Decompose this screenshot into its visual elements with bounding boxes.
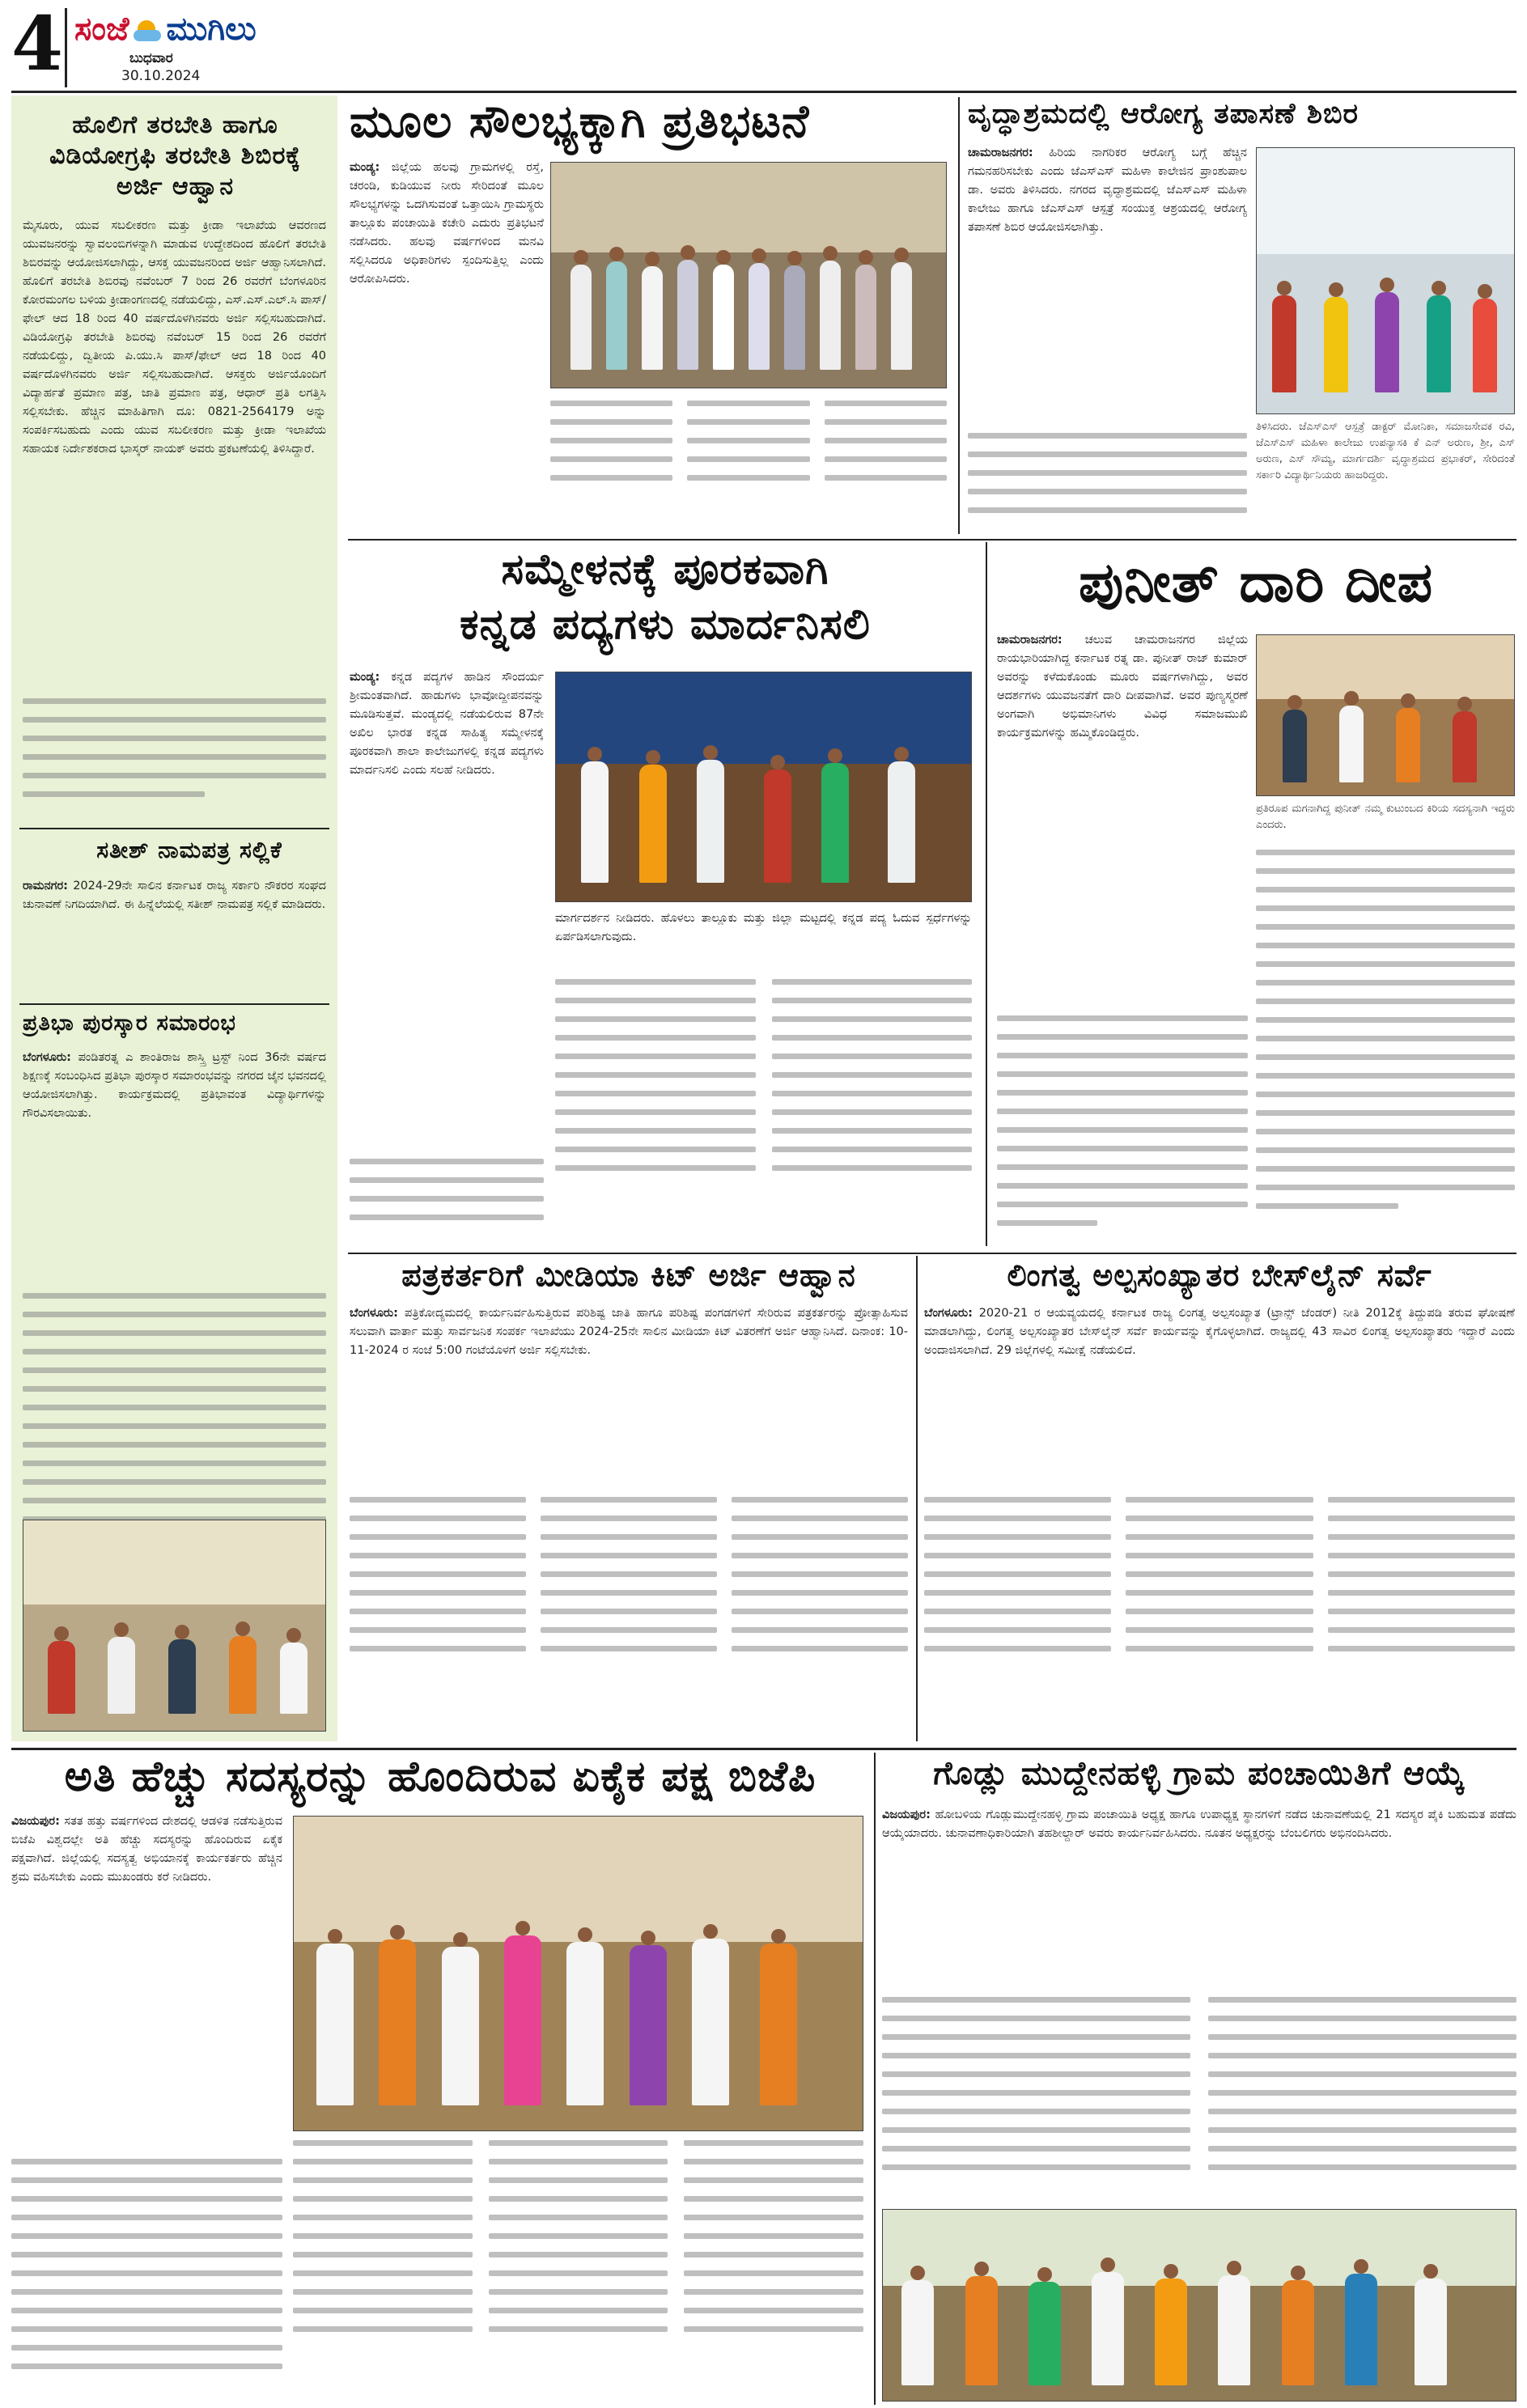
bjp-dateline: ವಿಜಯಪುರ: [11,1815,60,1828]
protest-text: ಜಿಲ್ಲೆಯ ಹಲವು ಗ್ರಾಮಗಳಲ್ಲಿ ರಸ್ತೆ, ಚರಂಡಿ, ಕುಡಿಯುವ ನೀರು ಸೇರಿದಂತೆ ಮೂಲ ಸೌಲಭ್ಯಗಳನ್ನು ಒದಗಿಸುವಂತೆ ಒತ್ತಾಯಿಸಿ ಗ್ರಾಮಸ್ಥರು ತಾಲ್ಲೂಕು ಪಂಚಾಯಿತಿ ಕಚೇರಿ ಎದುರು ಪ್ರತಿಭಟನೆ ನಡೆಸಿದರು. ಹಲವು ವರ್ಷಗಳಿಂದ ಮನವಿ ಸಲ್ಲಿಸಿದರೂ ಅಧಿಕಾರಿಗಳು ಸ್ಪಂದಿಸುತ್ತಿಲ್ಲ ಎಂದು ಆರೋಪಿಸಿದರು. [350,161,544,286]
row-rule-2 [348,1253,1516,1254]
poems-headline-line-1: ಸಮ್ಮೇಳನಕ್ಕೆ ಪೂರಕವಾಗಿ [501,545,829,594]
poems-body-continued-2 [350,1159,544,1246]
puneeth-photo [1256,634,1515,796]
protest-body-continued [550,401,947,534]
sidebar-headline-3: ಪ್ರತಿಭಾ ಪುರಸ್ಕಾರ ಸಮಾರಂಭ [23,1011,236,1036]
lingattva-headline: ಲಿಂಗತ್ವ ಅಲ್ಪಸಂಖ್ಯಾತರ ಬೇಸ್‌ಲೈನ್ ಸರ್ವೆ [1007,1257,1432,1293]
puneeth-text: ಚಲುವ ಚಾಮರಾಜನಗರ ಜಿಲ್ಲೆಯ ರಾಯಭಾರಿಯಾಗಿದ್ದ ಕರ್ನಾಟಕ ರತ್ನ ಡಾ. ಪುನೀತ್ ರಾಜ್ ಕುಮಾರ್ ಅವರನ್ನು ಕಳೆದುಕೊಂಡು ಮೂರು ವರ್ಷಗಳಾಗಿದ್ದು, ಅವರ ಆದರ್ಶಗಳು ಯುವಜನತೆಗೆ ದಾರಿ ದೀಪವಾಗಿವೆ. ಅವರ ಪುಣ್ಯಸ್ಮರಣೆ ಅಂಗವಾಗಿ ಅಭಿಮಾನಿಗಳು ವಿವಿಧ ಸಮಾಜಮುಖಿ ಕಾರ್ಯಕ್ರಮಗಳನ್ನು ಹಮ್ಮಿಕೊಂಡಿದ್ದರು. [997,634,1248,740]
godlu-headline: ಗೊಡ್ಲು ಮುದ್ದೇನಹಳ್ಳಿ ಗ್ರಾಮ ಪಂಚಾಯಿತಿಗೆ ಆಯ್ಕೆ [933,1755,1465,1792]
sidebar-divider-1 [19,828,329,829]
masthead-divider [65,8,67,87]
column-rule-3 [916,1256,918,1741]
puneeth-column-2-text [1256,850,1515,1246]
puneeth-headline: ಪುನೀತ್ ದಾರಿ ದೀಪ [1078,551,1434,615]
health-camp-body [968,144,1247,427]
godlu-text: ಹೋಬಳಿಯ ಗೊಡ್ಲುಮುದ್ದೇನಹಳ್ಳಿ ಗ್ರಾಮ ಪಂಚಾಯಿತಿ ಅಧ್ಯಕ್ಷ ಹಾಗೂ ಉಪಾಧ್ಯಕ್ಷ ಸ್ಥಾನಗಳಿಗೆ ನಡೆದ ಚುನಾವಣೆಯಲ್ಲಿ 21 ಸದಸ್ಯರ ಪೈಕಿ ಬಹುಮತ ಪಡೆದು ಆಯ್ಕೆಯಾದರು. ಚುನಾವಣಾಧಿಕಾರಿಯಾಗಿ ತಹಶೀಲ್ದಾರ್ ಅವರು ಕಾರ್ಯನಿರ್ವಹಿಸಿದರು. ನೂತನ ಅಧ್ಯಕ್ಷರನ್ನು ಬೆಂಬಲಿಗರು ಅಭಿನಂದಿಸಿದರು. [882,1808,1516,1840]
puneeth-body [997,631,1248,1011]
protest-dateline: ಮಂಡ್ಯ: [350,161,380,174]
poems-dateline: ಮಂಡ್ಯ: [350,671,380,684]
poems-body [350,668,544,1154]
sidebar-body-1-continued [23,698,326,828]
sun-cloud-icon [134,17,161,41]
puneeth-dateline: ಚಾಮರಾಜನಗರ: [997,634,1063,647]
sidebar-body-3 [23,1049,326,1291]
row-rule-1 [348,539,1516,541]
lingattva-body-continued [924,1497,1515,1741]
health-camp-photo [1256,147,1515,414]
protest-body [350,159,544,531]
bjp-body-continued [11,2159,282,2402]
sidebar-body-2 [23,877,326,998]
column-rule-2 [986,542,987,1246]
poems-headline-line-2: ಕನ್ನಡ ಪದ್ಯಗಳು ಮಾರ್ದನಿಸಲಿ [460,600,871,649]
lingattva-body [924,1304,1515,1490]
bjp-meeting-photo [293,1816,863,2131]
protest-headline: ಮೂಲ ಸೌಲಭ್ಯಕ್ಕಾಗಿ ಪ್ರತಿಭಟನೆ [350,95,810,148]
award-ceremony-photo [23,1520,326,1732]
poems-event-photo [555,672,972,902]
poems-text: ಕನ್ನಡ ಪದ್ಯಗಳ ಹಾಡಿನ ಸೌಂದರ್ಯ ಶ್ರೀಮಂತವಾಗಿದೆ. ಹಾಡುಗಳು ಭಾವೋದ್ದೀಪನವನ್ನು ಮೂಡಿಸುತ್ತವೆ. ಮಂಡ್ಯದಲ್ಲಿ ನಡೆಯಲಿರುವ 87ನೇ ಅಖಿಲ ಭಾರತ ಕನ್ನಡ ಸಾಹಿತ್ಯ ಸಮ್ಮೇಳನಕ್ಕೆ ಪೂರಕವಾಗಿ ಶಾಲಾ ಕಾಲೇಜುಗಳಲ್ಲಿ ಕನ್ನಡ ಪದ್ಯಗಳು ಮಾರ್ದನಿಸಲಿ ಎಂದು ಸಲಹೆ ನೀಡಿದರು. [350,671,544,777]
page-number: 4 [11,0,64,87]
column-rule-1 [958,97,960,534]
sidebar-divider-2 [19,1003,329,1005]
sidebar-text-2: 2024-29ನೇ ಸಾಲಿನ ಕರ್ನಾಟಕ ರಾಜ್ಯ ಸರ್ಕಾರಿ ನೌಕರರ ಸಂಘದ ಚುನಾವಣೆ ನಿಗದಿಯಾಗಿದೆ. ಈ ಹಿನ್ನೆಲೆಯಲ್ಲಿ ಸತೀಶ್ ನಾಮಪತ್ರ ಸಲ್ಲಿಕೆ ಮಾಡಿದರು. [23,880,326,911]
bjp-headline: ಅತಿ ಹೆಚ್ಚು ಸದಸ್ಯರನ್ನು ಹೊಂದಿರುವ ಏಕೈಕ ಪಕ್ಷ ಬಿಜೆಪಿ [64,1753,817,1801]
sidebar-headline-1: ಹೊಲಿಗೆ ತರಬೇತಿ ಹಾಗೂ ವಿಡಿಯೋಗ್ರಫಿ ತರಬೇತಿ ಶಿಬಿರಕ್ಕೆ ಅರ್ಜಿ ಆಹ್ವಾನ [49,111,301,201]
media-kit-body-continued [350,1497,908,1741]
sidebar-text-3: ಪಂಡಿತರತ್ನ ಎ ಶಾಂತಿರಾಜ ಶಾಸ್ತ್ರಿ ಟ್ರಸ್ಟ್ ನಿಂದ 36ನೇ ವರ್ಷದ ಶಿಕ್ಷಣಕ್ಕೆ ಸಂಬಂಧಿಸಿದ ಪ್ರತಿಭಾ ಪುರಸ್ಕಾರ ಸಮಾರಂಭವನ್ನು ನಗರದ ಜೈನ ಭವನದಲ್ಲಿ ಆಯೋಜಿಸಲಾಗಿತ್ತು. ಕಾರ್ಯಕ್ರಮದಲ್ಲಿ ಪ್ರತಿಭಾವಂತ ವಿದ್ಯಾರ್ಥಿಗಳನ್ನು ಗೌರವಿಸಲಾಯಿತು. [23,1051,326,1120]
protest-photo [550,162,947,388]
row-rule-3 [11,1748,1516,1750]
media-kit-body [350,1304,908,1490]
sidebar-headline-2: ಸತೀಶ್ ನಾಮಪತ್ರ ಸಲ್ಲಿಕೆ [96,837,282,863]
masthead-rule [11,91,1516,93]
media-kit-text: ಪತ್ರಿಕೋದ್ಯಮದಲ್ಲಿ ಕಾರ್ಯನಿರ್ವಹಿಸುತ್ತಿರುವ ಪರಿಶಿಷ್ಟ ಜಾತಿ ಹಾಗೂ ಪರಿಶಿಷ್ಟ ಪಂಗಡಗಳಿಗೆ ಸೇರಿರುವ ಪತ್ರಕರ್ತರನ್ನು ಪ್ರೋತ್ಸಾಹಿಸುವ ಸಲುವಾಗಿ ವಾರ್ತಾ ಮತ್ತು ಸಾರ್ವಜನಿಕ ಸಂಪರ್ಕ ಇಲಾಖೆಯು 2024-25ನೇ ಸಾಲಿನ ಮೀಡಿಯಾ ಕಿಟ್ ವಿತರಣೆಗೆ ಅರ್ಜಿ ಆಹ್ವಾನಿಸಿದೆ. ದಿನಾಂಕ: 10-11-2024 ರ ಸಂಜೆ 5:00 ಗಂಟೆಯೊಳಗೆ ಅರ್ಜಿ ಸಲ್ಲಿಸಬೇಕು. [350,1307,908,1357]
godlu-celebration-photo [882,2209,1516,2402]
masthead-day: ಬುಧವಾರ [129,50,173,66]
health-camp-caption: ತಿಳಿಸಿದರು. ಜೆಎಸ್ಎಸ್ ಆಸ್ಪತ್ರೆ ಡಾಕ್ಟರ್ ಮೋನಿಕಾ, ಸಮಾಜಸೇವಕ ರವಿ, ಜೆಎಸ್ಎಸ್ ಮಹಿಳಾ ಕಾಲೇಜು ಉಪನ್ಯಾಸಕಿ ಕೆ ಎನ್ ಅರುಣ, ಶ್ರೀ, ಎಸ್ ಅರುಣ, ಎಸ್ ಸೌಮ್ಯ, ಮಾರ್ಗದರ್ಶಿ ವೃದ್ಧಾಶ್ರಮದ ಪ್ರಭಾಕರ್, ಸೇರಿದಂತೆ ಸರ್ಕಾರಿ ವಿದ್ಯಾರ್ಥಿನಿಯರು ಹಾಜರಿದ್ದರು. [1256,421,1515,481]
sidebar-body-1: ಮೈಸೂರು, ಯುವ ಸಬಲೀಕರಣ ಮತ್ತು ಕ್ರೀಡಾ ಇಲಾಖೆಯ ಆವರಣದ ಯುವಜನರನ್ನು ಸ್ವಾವಲಂಬಿಗಳನ್ನಾಗಿ ಮಾಡುವ ಉದ್ದೇಶದಿಂದ ಹೊಲಿಗೆ ತರಬೇತಿ ಶಿಬಿರವನ್ನು ಆಯೋಜಿಸಲಾಗಿದ್ದು, ಆಸಕ್ತ ಯುವಜನರಿಂದ ಅರ್ಜಿ ಆಹ್ವಾನಿಸಲಾಗಿದೆ. ಹೊಲಿಗೆ ತರಬೇತಿ ಶಿಬಿರವು ನವೆಂಬರ್ 7 ರಿಂದ 26 ರವರೆಗೆ ಬೆಂಗಳೂರಿನ ಕೋರಮಂಗಲ ಬಳಿಯ ಕ್ರೀಡಾಂಗಣದಲ್ಲಿ ನಡೆಯಲಿದ್ದು, ಎಸ್.ಎಸ್.ಎಲ್.ಸಿ ಪಾಸ್/ಫೇಲ್ ಆದ 18 ರಿಂದ 40 ವರ್ಷದೊಳಗಿನವರು ಅರ್ಜಿ ಸಲ್ಲಿಸಬಹುದಾಗಿದೆ. ವಿಡಿಯೋಗ್ರಫಿ ತರಬೇತಿ ಶಿಬಿರವು ನವೆಂಬರ್ 15 ರಿಂದ 26 ರವರೆಗೆ ನಡೆಯಲಿದ್ದು, ದ್ವಿತೀಯ ಪಿ.ಯು.ಸಿ ಪಾಸ್/ಫೇಲ್ ಆದ 18 ರಿಂದ 40 ವರ್ಷದೊಳಗಿನವರು ಅರ್ಜಿ ಸಲ್ಲಿಸಬಹುದಾಗಿದೆ. ಆಸಕ್ತರು ಅರ್ಜಿಯೊಂದಿಗೆ ವಿದ್ಯಾರ್ಹತೆ ಪ್ರಮಾಣ ಪತ್ರ, ಜಾತಿ ಪ್ರಮಾಣ ಪತ್ರ, ಆಧಾರ್ ಪ್ರತಿ ಲಗತ್ತಿಸಿ ಸಲ್ಲಿಸಬೇಕು. ಹೆಚ್ಚಿನ ಮಾಹಿತಿಗಾಗಿ ದೂ: 0821-2564179 ಅನ್ನು ಸಂಪರ್ಕಿಸಬಹುದು ಎಂದು ಯುವ ಸಬಲೀಕರಣ ಮತ್ತು ಕ್ರೀಡಾ ಇಲಾಖೆಯ ಸಹಾಯಕ ನಿರ್ದೇಶಕರಾದ ಭಾಸ್ಕರ್ ನಾಯಕ್ ಅವರು ಪ್ರಕಟಣೆಯಲ್ಲಿ ತಿಳಿಸಿದ್ದಾರೆ. [23,219,326,456]
lingattva-dateline: ಬೆಂಗಳೂರು: [924,1307,973,1320]
godlu-dateline: ವಿಜಯಪುರ: [882,1808,931,1821]
poems-body-continued [555,979,972,1246]
bjp-body-continued-2 [293,2140,863,2402]
health-camp-text: ಹಿರಿಯ ನಾಗರಿಕರ ಆರೋಗ್ಯ ಬಗ್ಗೆ ಹೆಚ್ಚಿನ ಗಮನಹರಿಸಬೇಕು ಎಂದು ಜೆಎಸ್ಎಸ್ ಮಹಿಳಾ ಕಾಲೇಜಿನ ಪ್ರಾಂಶುಪಾಲ ಡಾ. ಅವರು ತಿಳಿಸಿದರು. ನಗರದ ವೃದ್ಧಾಶ್ರಮದಲ್ಲಿ ಜೆಎಸ್ಎಸ್ ಮಹಿಳಾ ಕಾಲೇಜು ಹಾಗೂ ಜೆಎಸ್ಎಸ್ ಆಸ್ಪತ್ರೆ ಸಂಯುಕ್ತ ಆಶ್ರಯದಲ್ಲಿ ಆರೋಗ್ಯ ತಪಾಸಣೆ ಶಿಬಿರ ಆಯೋಜಿಸಲಾಗಿತ್ತು. [968,146,1247,234]
sidebar-dateline-2: ರಾಮನಗರ: [23,880,68,892]
puneeth-body-continued [997,1015,1248,1246]
logo-word-2: ಮುಗಿಲು [166,11,257,48]
health-camp-dateline: ಚಾಮರಾಜನಗರ: [968,146,1033,159]
godlu-body-continued [882,1997,1516,2199]
media-kit-headline: ಪತ್ರಕರ್ತರಿಗೆ ಮೀಡಿಯಾ ಕಿಟ್ ಅರ್ಜಿ ಆಹ್ವಾನ [401,1257,856,1293]
sidebar-column [11,95,337,1741]
column-rule-4 [874,1753,876,2405]
logo-word-1: ಸಂಜೆ [74,11,129,48]
poems-tail: ಮಾರ್ಗದರ್ಶನ ನೀಡಿದರು. ಹೊಳಲು ತಾಲ್ಲೂಕು ಮತ್ತು ಜಿಲ್ಲಾ ಮಟ್ಟದಲ್ಲಿ ಕನ್ನಡ ಪದ್ಯ ಓದುವ ಸ್ಪರ್ಧೆಗಳನ್ನು ಏರ್ಪಡಿಸಲಾಗುವುದು. [555,912,972,943]
puneeth-caption: ಪ್ರತಿರೂಪ ಮಗನಾಗಿದ್ದ ಪುನೀತ್ ನಮ್ಮ ಕುಟುಂಬದ ಕಿರಿಯ ಸದಸ್ಯನಾಗಿ ಇದ್ದರು ಎಂದರು. [1256,803,1515,831]
bjp-body [11,1812,282,2152]
masthead-date: 30.10.2024 [121,68,201,84]
lingattva-text: 2020-21 ರ ಆಯವ್ಯಯದಲ್ಲಿ ಕರ್ನಾಟಕ ರಾಜ್ಯ ಲಿಂಗತ್ವ ಅಲ್ಪಸಂಖ್ಯಾತ (ಟ್ರಾನ್ಸ್ ಜೆಂಡರ್) ನೀತಿ 2012ಕ್ಕೆ ತಿದ್ದುಪಡಿ ತರುವ ಘೋಷಣೆ ಮಾಡಲಾಗಿದ್ದು, ಲಿಂಗತ್ವ ಅಲ್ಪಸಂಖ್ಯಾತರ ಬೇಸ್‌ಲೈನ್ ಸರ್ವೆ ಕಾರ್ಯವನ್ನು ಕೈಗೊಳ್ಳಲಾಗಿದೆ. ರಾಜ್ಯದಲ್ಲಿ 43 ಸಾವಿರ ಲಿಂಗತ್ವ ಅಲ್ಪಸಂಖ್ಯಾತರು ಇದ್ದಾರೆ ಎಂದು ಅಂದಾಜಿಸಲಾಗಿದೆ. 29 ಜಿಲ್ಲೆಗಳಲ್ಲಿ ಸಮೀಕ್ಷೆ ನಡೆಯಲಿದೆ. [924,1307,1515,1357]
sidebar-dateline-3: ಬೆಂಗಳೂರು: [23,1051,71,1064]
newspaper-logo [74,10,325,49]
bjp-text: ಸತತ ಹತ್ತು ವರ್ಷಗಳಿಂದ ದೇಶದಲ್ಲಿ ಆಡಳಿತ ನಡೆಸುತ್ತಿರುವ ಬಿಜೆಪಿ ವಿಶ್ವದಲ್ಲೇ ಅತಿ ಹೆಚ್ಚು ಸದಸ್ಯರನ್ನು ಹೊಂದಿರುವ ಏಕೈಕ ಪಕ್ಷವಾಗಿದೆ. ಜಿಲ್ಲೆಯಲ್ಲಿ ಸದಸ್ಯತ್ವ ಅಭಿಯಾನಕ್ಕೆ ಕಾರ್ಯಕರ್ತರು ಹೆಚ್ಚಿನ ಶ್ರಮ ವಹಿಸಬೇಕು ಎಂದು ಮುಖಂಡರು ಕರೆ ನೀಡಿದರು. [11,1815,282,1884]
media-kit-dateline: ಬೆಂಗಳೂರು: [350,1307,398,1320]
godlu-body [882,1806,1516,1992]
health-camp-headline: ವೃದ್ಧಾಶ್ರಮದಲ್ಲಿ ಆರೋಗ್ಯ ತಪಾಸಣೆ ಶಿಬಿರ [968,98,1359,130]
health-camp-body-continued [968,433,1247,534]
